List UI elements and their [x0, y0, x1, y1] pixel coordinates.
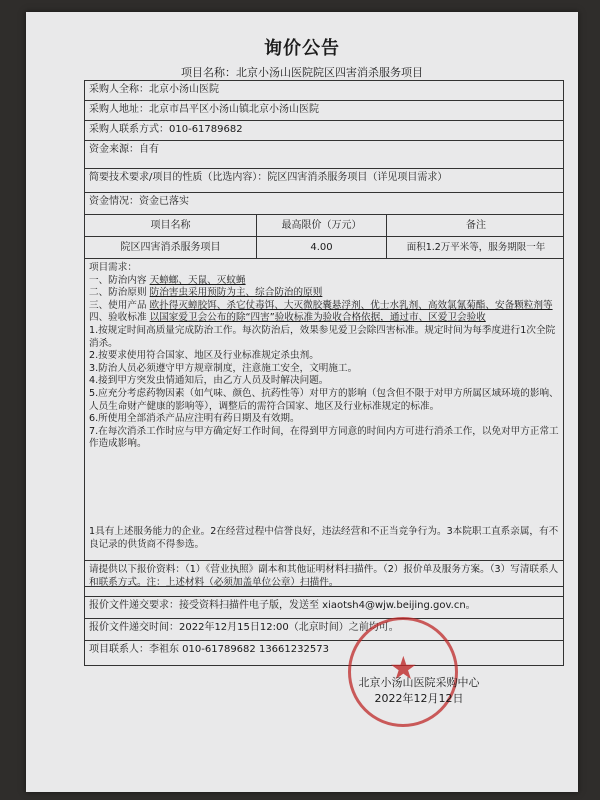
requirement-item: 2.按要求使用符合国家、地区及行业标准规定杀虫剂。: [89, 350, 319, 362]
deadline-row: 报价文件递交时间：2022年12月15日12:00（北京时间）之前均可。: [85, 619, 563, 641]
requirement-item: 3.防治人员必须遵守甲方规章制度，注意施工安全，文明施工。: [89, 362, 358, 374]
requirement-line-3: 三、使用产品 欧扑得灭蟑胶饵、杀它仗毒饵、大灭微胶囊悬浮剂、优士水乳剂、高效氯氰菊酯、安备颗粒剂等: [89, 299, 553, 311]
table-cell-price: 4.00: [257, 237, 387, 258]
requirement-item: 7.在每次消杀工作时应与甲方确定好工作时间，在得到甲方同意的时间内方可进行消杀工作，以免对甲方正常工作造成影响。: [89, 425, 559, 450]
tech-requirement: 简要技术要求/项目的性质（比选内容）：院区四害消杀服务项目（详见项目需求）: [85, 169, 563, 193]
qualification-row: 1具有上述服务能力的企业。2在经营过程中信誉良好，违法经营和不正当竞争行为。3本院职工直系亲属，有不良记录的供货商不得参选。: [85, 523, 563, 561]
project-line: 项目名称：北京小汤山医院院区四害消杀服务项目: [181, 66, 423, 79]
fund-source: 资金来源：自有: [85, 141, 563, 169]
page-title: 询价公告: [264, 38, 340, 59]
submit-method-row: 报价文件递交要求：接受资料扫描件电子版，发送至 xiaotsh4@wjw.beijing.gov.cn。: [85, 597, 563, 619]
document-page: [26, 12, 578, 792]
requirements-heading: 项目需求：: [89, 262, 137, 273]
official-seal: [348, 617, 458, 727]
signature-block: [344, 674, 494, 706]
requirement-line-1: 一、防治内容 天蟑螂、天鼠、灭蚊蝇: [89, 274, 246, 286]
seal-star-icon: ★: [389, 649, 418, 687]
table-header-note: 备注: [466, 220, 486, 231]
notice-form: [84, 80, 564, 666]
table-header-row: [85, 215, 563, 237]
table-row: [85, 237, 563, 259]
purchaser-address: 采购人地址：北京市昌平区小汤山镇北京小汤山医院: [85, 101, 563, 121]
table-cell-note: 面积1.2万平米等，服务期限一年: [406, 242, 546, 253]
fund-status: 资金情况：资金已落实: [85, 193, 563, 215]
issuing-organization: 北京小汤山医院采购中心: [358, 676, 480, 689]
contact-phone: 采购人联系方式：010-61789682: [85, 121, 563, 141]
table-cell-project: 院区四害消杀服务项目: [85, 237, 257, 258]
requirement-item: 1.按规定时间高质量完成防治工作。每次防治后，效果参见爱卫会除四害标准。规定时间为每季度进行1次全院消杀。: [89, 324, 556, 349]
requirement-item: 4.接到甲方突发虫情通知后，由乙方人员及时解决问题。: [89, 375, 329, 387]
requirement-item: 5.应充分考虑药物因素（如气味、颜色、抗药性等）对甲方的影响（包含但不限于对甲方所属区域环境的影响、人员生命财产健康的影响等），调整后的需符合国家、地区及行业标准规定的标准。: [89, 387, 559, 412]
requirement-line-2: 二、防治原则 防治害虫采用预防为主、综合防治的原则: [89, 287, 323, 299]
contact-row: 项目联系人：李祖东 010-61789682 13661232573: [89, 644, 329, 655]
table-header-project: 项目名称: [85, 215, 257, 236]
purchaser-name: 采购人全称：北京小汤山医院: [85, 81, 563, 101]
table-header-price: 最高限价（万元）: [257, 215, 387, 236]
materials-row: 请提供以下报价资料：（1）《营业执照》副本和其他证明材料扫描件。（2）报价单及服务方案。（3）写清联系人和联系方式。注：上述材料（必须加盖单位公章）扫描件。: [85, 561, 563, 597]
issue-date: 2022年12月12日: [374, 692, 464, 705]
requirement-item: 6.所使用全部消杀产品应注明有药日期及有效期。: [89, 413, 300, 425]
requirement-line-4: 四、验收标准 以国家爱卫会公布的除“四害”验收标准为验收合格依据，通过市、区爱卫会验收: [89, 312, 486, 324]
